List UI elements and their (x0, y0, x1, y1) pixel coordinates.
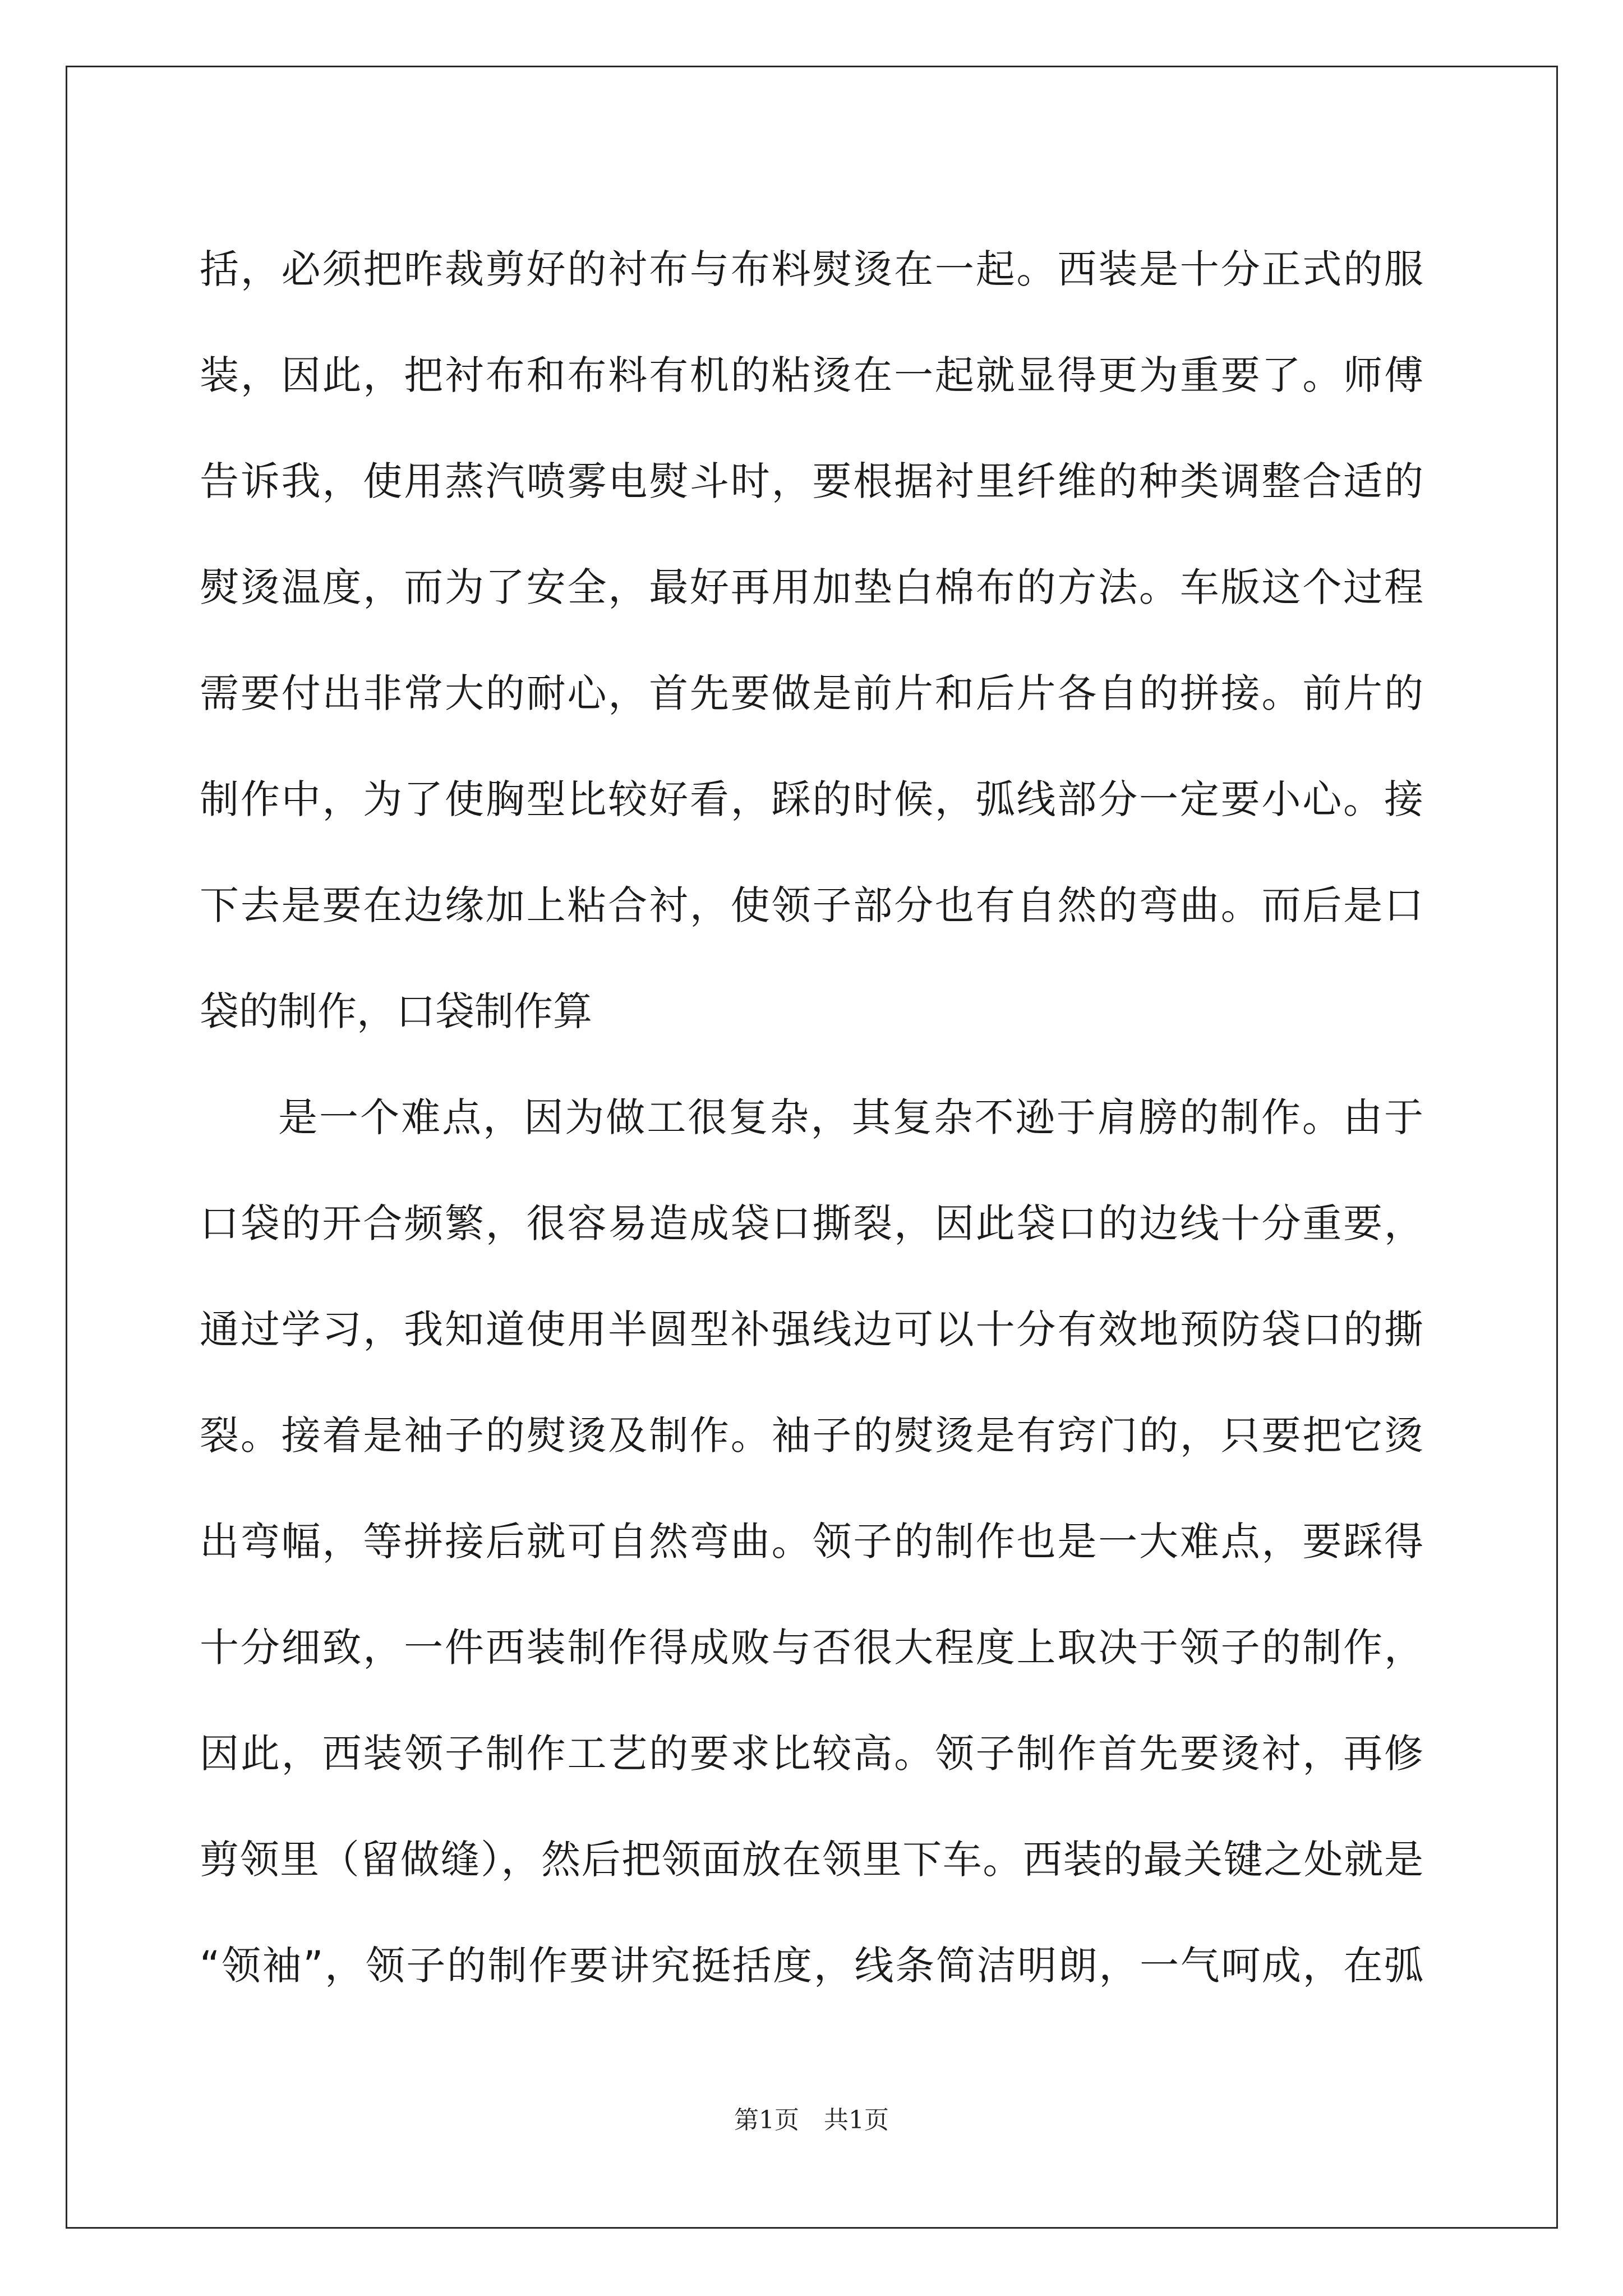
text-line: 是一个难点，因为做工很复杂，其复杂不逊于肩膀的制作。由于 (278, 1094, 1423, 1140)
text-line: 熨烫温度，而为了安全，最好再用加垫白棉布的方法。车版这个过程 (200, 564, 1423, 610)
text-line: 制作中，为了使胸型比较好看，踩的时候，弧线部分一定要小心。接 (200, 776, 1423, 822)
text-line: 袋的制作，口袋制作算 (200, 988, 592, 1034)
text-line: 下去是要在边缘加上粘合衬，使领子部分也有自然的弯曲。而后是口 (200, 882, 1423, 928)
page-number-footer: 第1页 共1页 (734, 2106, 889, 2134)
text-line: 通过学习，我知道使用半圆型补强线边可以十分有效地预防袋口的撕 (200, 1306, 1423, 1352)
text-line: “领袖”，领子的制作要讲究挺括度，线条简洁明朗，一气呵成，在弧 (200, 1943, 1423, 1989)
text-line: 裂。接着是袖子的熨烫及制作。袖子的熨烫是有窍门的，只要把它烫 (200, 1412, 1423, 1458)
text-line: 需要付出非常大的耐心，首先要做是前片和后片各自的拼接。前片的 (200, 670, 1423, 716)
text-line: 出弯幅，等拼接后就可自然弯曲。领子的制作也是一大难点，要踩得 (200, 1519, 1423, 1565)
text-line: 括，必须把昨裁剪好的衬布与布料熨烫在一起。西装是十分正式的服 (200, 246, 1423, 292)
text-line: 装，因此，把衬布和布料有机的粘烫在一起就显得更为重要了。师傅 (200, 352, 1423, 398)
text-line: 剪领里（留做缝），然后把领面放在领里下车。西装的最关键之处就是 (200, 1837, 1423, 1883)
text-line: 口袋的开合频繁，很容易造成袋口撕裂，因此袋口的边线十分重要， (200, 1200, 1423, 1246)
text-line: 告诉我，使用蒸汽喷雾电熨斗时，要根据衬里纤维的种类调整合适的 (200, 458, 1423, 504)
document-body (200, 217, 1423, 2019)
text-line: 因此，西装领子制作工艺的要求比较高。领子制作首先要烫衬，再修 (200, 1731, 1423, 1777)
text-line: 十分细致，一件西装制作得成败与否很大程度上取决于领子的制作， (200, 1625, 1423, 1671)
